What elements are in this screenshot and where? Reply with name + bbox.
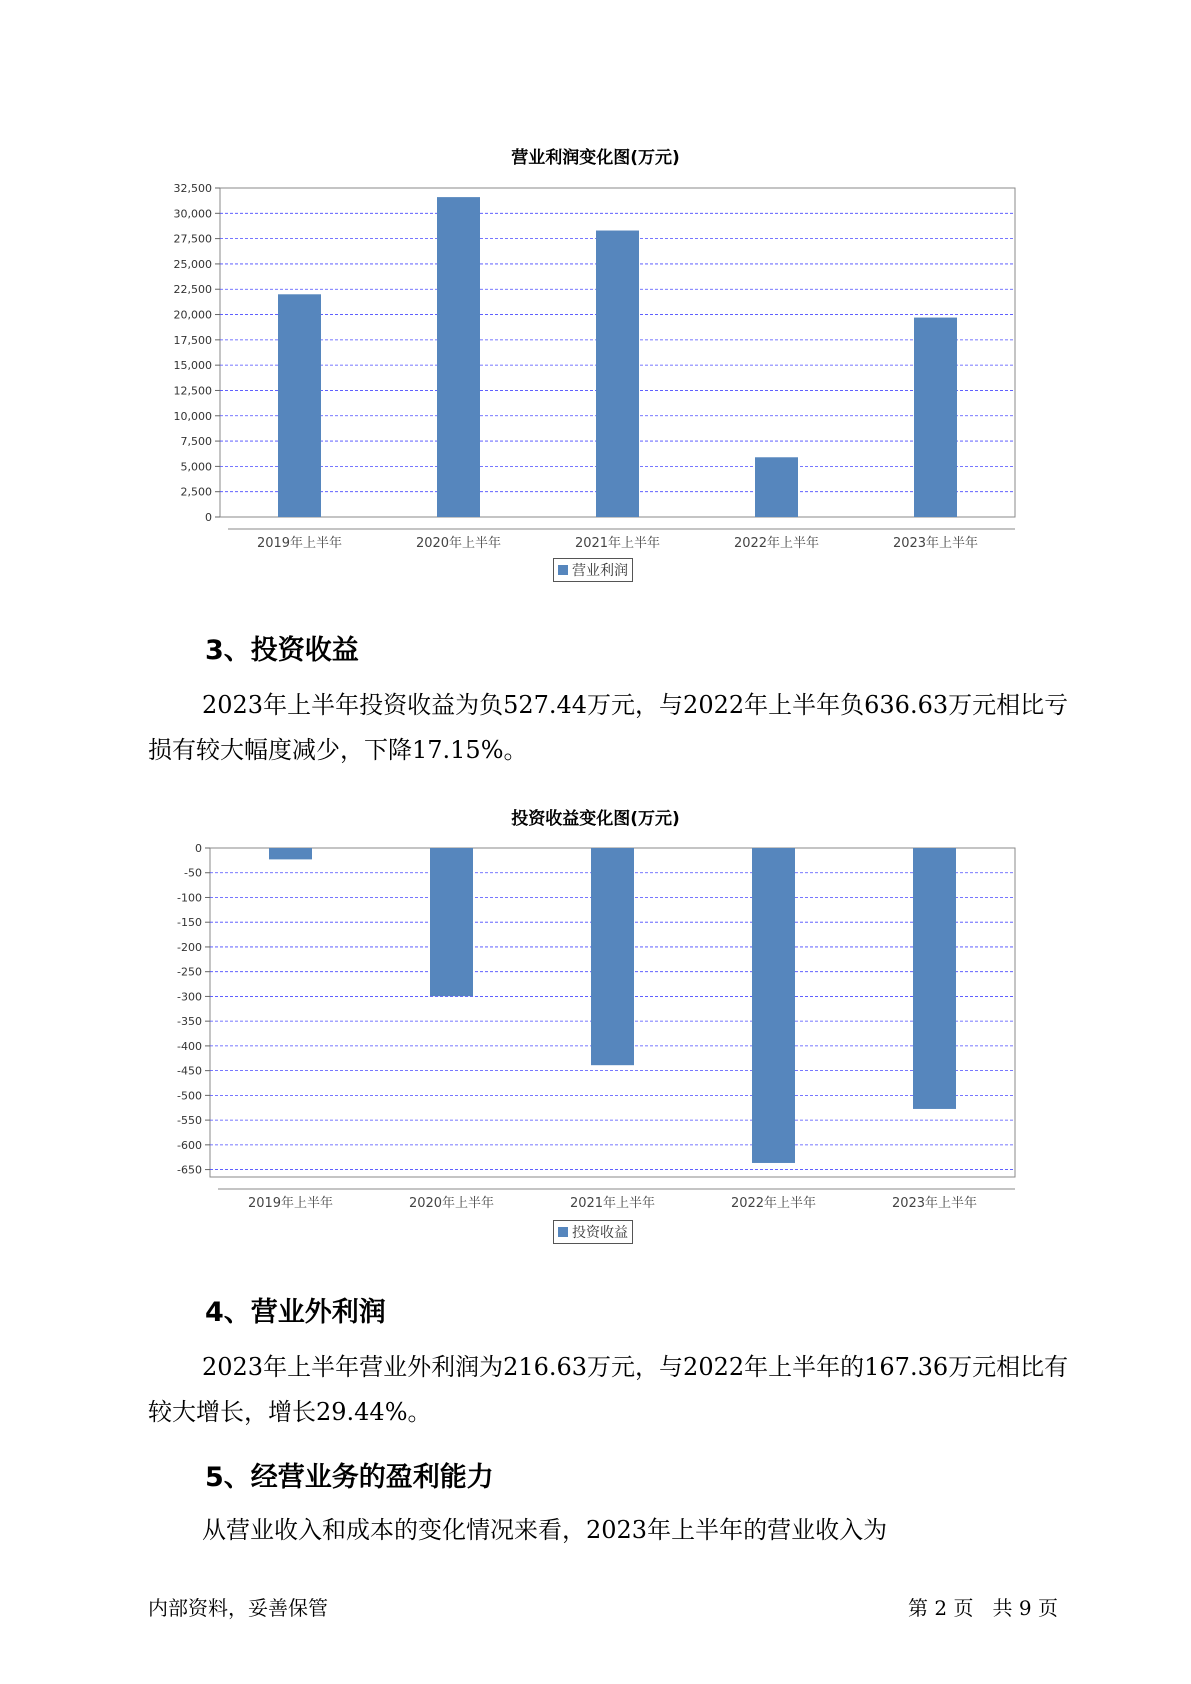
y-tick-label: 22,500 xyxy=(173,283,212,297)
bar xyxy=(914,318,957,517)
chart1-legend-label: 营业利润 xyxy=(572,563,628,579)
y-tick-label: 0 xyxy=(205,511,212,524)
section3-paragraph: 2023年上半年投资收益为负527.44万元，与2022年上半年负636.63万元相比亏损有较大幅度减少，下降17.15%。 xyxy=(148,691,1069,764)
y-tick-label: -50 xyxy=(184,866,202,880)
y-tick-label: 25,000 xyxy=(173,257,212,271)
bar xyxy=(591,848,634,1065)
x-tick-label: 2021年上半年 xyxy=(569,1196,656,1211)
footer-left: 内部资料，妥善保管 xyxy=(148,1596,328,1620)
chart2-legend xyxy=(553,1220,633,1244)
y-tick-label: -550 xyxy=(177,1114,202,1128)
investment-income-chart xyxy=(0,832,1191,1211)
y-tick-label: -250 xyxy=(177,965,202,979)
chart1-title: 营业利润变化图(万元) xyxy=(511,148,680,168)
y-tick-label: 0 xyxy=(195,842,202,855)
section3-heading: 3、投资收益 xyxy=(205,635,359,666)
section5-heading: 5、经营业务的盈利能力 xyxy=(205,1462,494,1493)
y-tick-label: 17,500 xyxy=(173,333,212,347)
legend-swatch xyxy=(558,565,568,575)
y-tick-label: -300 xyxy=(177,990,202,1004)
section4-paragraph: 2023年上半年营业外利润为216.63万元，与2022年上半年的167.36万元相比有较大增长，增长29.44%。 xyxy=(148,1353,1069,1426)
y-tick-label: 20,000 xyxy=(173,308,212,322)
x-tick-label: 2019年上半年 xyxy=(247,1196,334,1211)
y-tick-label: 32,500 xyxy=(173,182,212,195)
y-tick-label: -200 xyxy=(177,940,202,954)
bar xyxy=(430,848,473,996)
y-tick-label: -600 xyxy=(177,1138,202,1152)
y-tick-label: 7,500 xyxy=(180,435,212,449)
bar xyxy=(278,294,321,517)
y-tick-label: -500 xyxy=(177,1089,202,1103)
x-tick-label: 2022年上半年 xyxy=(730,1196,817,1211)
chart2-title: 投资收益变化图(万元) xyxy=(511,809,680,829)
footer-page-number: 第 2 页 共 9 页 xyxy=(908,1596,1058,1620)
bar xyxy=(596,231,639,517)
section4-heading: 4、营业外利润 xyxy=(205,1297,386,1328)
x-tick-label: 2022年上半年 xyxy=(733,536,820,551)
y-tick-label: -350 xyxy=(177,1015,202,1029)
x-tick-label: 2023年上半年 xyxy=(891,1196,978,1211)
y-tick-label: -400 xyxy=(177,1039,202,1053)
chart1-legend xyxy=(553,558,633,582)
y-tick-label: 12,500 xyxy=(173,384,212,398)
bar xyxy=(752,848,795,1163)
y-tick-label: -450 xyxy=(177,1064,202,1078)
bar xyxy=(437,197,480,517)
x-tick-label: 2020年上半年 xyxy=(415,536,502,551)
y-tick-label: -100 xyxy=(177,891,202,905)
bar xyxy=(913,848,956,1109)
section5-paragraph: 从营业收入和成本的变化情况来看，2023年上半年的营业收入为 xyxy=(202,1516,888,1544)
y-tick-label: 15,000 xyxy=(173,359,212,373)
x-tick-label: 2023年上半年 xyxy=(892,536,979,551)
legend-swatch xyxy=(558,1227,568,1237)
x-tick-label: 2020年上半年 xyxy=(408,1196,495,1211)
x-tick-label: 2021年上半年 xyxy=(574,536,661,551)
bar xyxy=(269,848,312,859)
y-tick-label: 27,500 xyxy=(173,232,212,246)
y-tick-label: 30,000 xyxy=(173,207,212,221)
y-tick-label: 2,500 xyxy=(180,485,212,499)
bar xyxy=(755,457,798,517)
chart2-legend-label: 投资收益 xyxy=(572,1225,628,1241)
operating-profit-chart xyxy=(0,170,1191,551)
y-tick-label: -650 xyxy=(177,1163,202,1177)
y-tick-label: -150 xyxy=(177,916,202,930)
y-tick-label: 5,000 xyxy=(180,460,212,474)
x-tick-label: 2019年上半年 xyxy=(256,536,343,551)
y-tick-label: 10,000 xyxy=(173,409,212,423)
